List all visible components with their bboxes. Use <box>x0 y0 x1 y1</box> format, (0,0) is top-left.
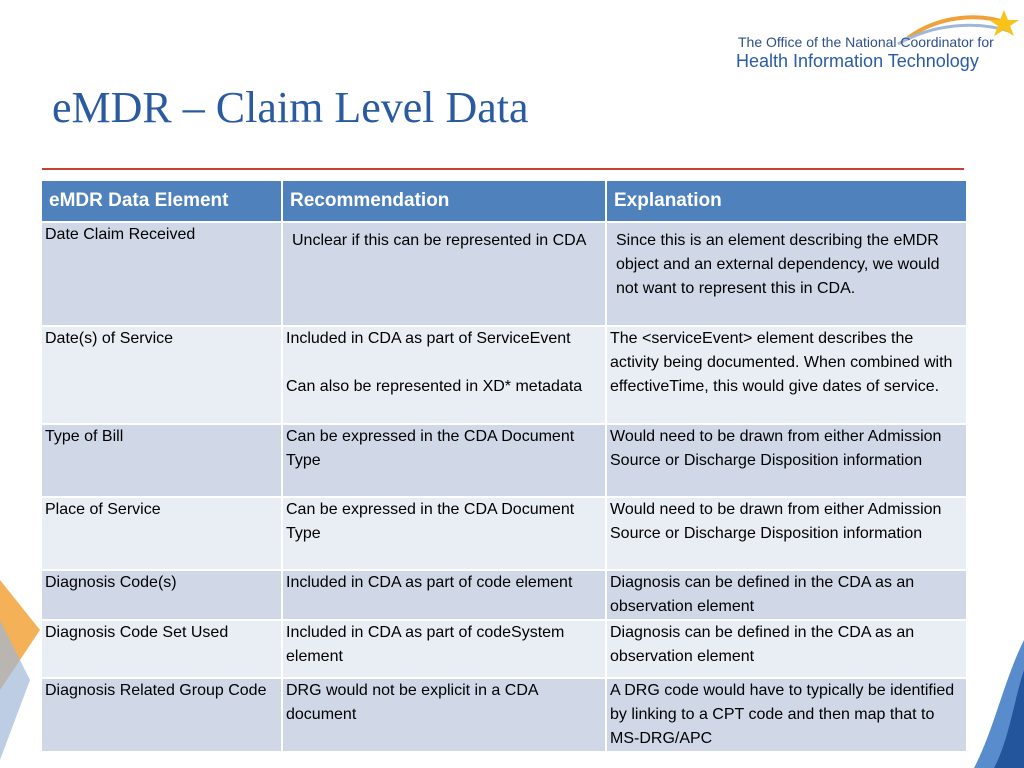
cell-element: Date(s) of Service <box>41 326 282 424</box>
cell-recommendation: DRG would not be explicit in a CDA document <box>282 678 606 752</box>
cell-explanation: Would need to be drawn from either Admission Source or Discharge Disposition information <box>606 424 967 497</box>
table-row <box>41 424 967 497</box>
cell-element: Place of Service <box>41 497 282 570</box>
cell-explanation: Would need to be drawn from either Admission Source or Discharge Disposition information <box>606 497 967 570</box>
cell-recommendation <box>282 326 606 424</box>
cell-recommendation: Included in CDA as part of code element <box>282 570 606 620</box>
cell-explanation: Since this is an element describing the eMDR object and an external dependency, we would not want to represent this in CDA. <box>606 222 967 326</box>
cell-element: Diagnosis Related Group Code <box>41 678 282 752</box>
cell-explanation: A DRG code would have to typically be identified by linking to a CPT code and then map that to MS-DRG/APC <box>606 678 967 752</box>
data-table-container <box>40 179 966 753</box>
page-title: eMDR – Claim Level Data <box>52 83 529 132</box>
logo-text-line2: Health Information Technology <box>736 51 979 71</box>
header-explanation: Explanation <box>606 180 967 222</box>
cell-explanation: Diagnosis can be defined in the CDA as an observation element <box>606 570 967 620</box>
header-emdr-data-element: eMDR Data Element <box>41 180 282 222</box>
decorative-swoosh-right <box>964 640 1024 768</box>
cell-element: Date Claim Received <box>41 222 282 326</box>
table-row <box>41 222 967 326</box>
cell-element: Diagnosis Code(s) <box>41 570 282 620</box>
cell-recommendation: Can be expressed in the CDA Document Type <box>282 497 606 570</box>
cell-explanation: The <serviceEvent> element describes the activity being documented. When combined with effectiveTime, this would give dates of service. <box>606 326 967 424</box>
title-divider <box>42 168 964 170</box>
decorative-swoosh-left <box>0 560 40 760</box>
cell-recommendation: Included in CDA as part of codeSystem element <box>282 620 606 678</box>
recommendation-primary: Included in CDA as part of ServiceEvent <box>286 330 571 347</box>
table-row <box>41 620 967 678</box>
cell-element: Type of Bill <box>41 424 282 497</box>
cell-recommendation: Can be expressed in the CDA Document Type <box>282 424 606 497</box>
header-recommendation: Recommendation <box>282 180 606 222</box>
table-row <box>41 326 967 424</box>
cell-element: Diagnosis Code Set Used <box>41 620 282 678</box>
cell-explanation: Diagnosis can be defined in the CDA as an observation element <box>606 620 967 678</box>
cell-recommendation: Unclear if this can be represented in CDA <box>282 222 606 326</box>
recommendation-secondary: Can also be represented in XD* metadata <box>286 378 583 395</box>
line-gap <box>286 351 602 375</box>
table-row <box>41 497 967 570</box>
logo-text-line1: The Office of the National Coordinator for <box>738 34 994 50</box>
table-row <box>41 570 967 620</box>
table-row <box>41 678 967 752</box>
table-header-row <box>41 180 967 222</box>
onc-logo <box>728 8 1024 80</box>
claim-level-data-table <box>40 179 968 753</box>
